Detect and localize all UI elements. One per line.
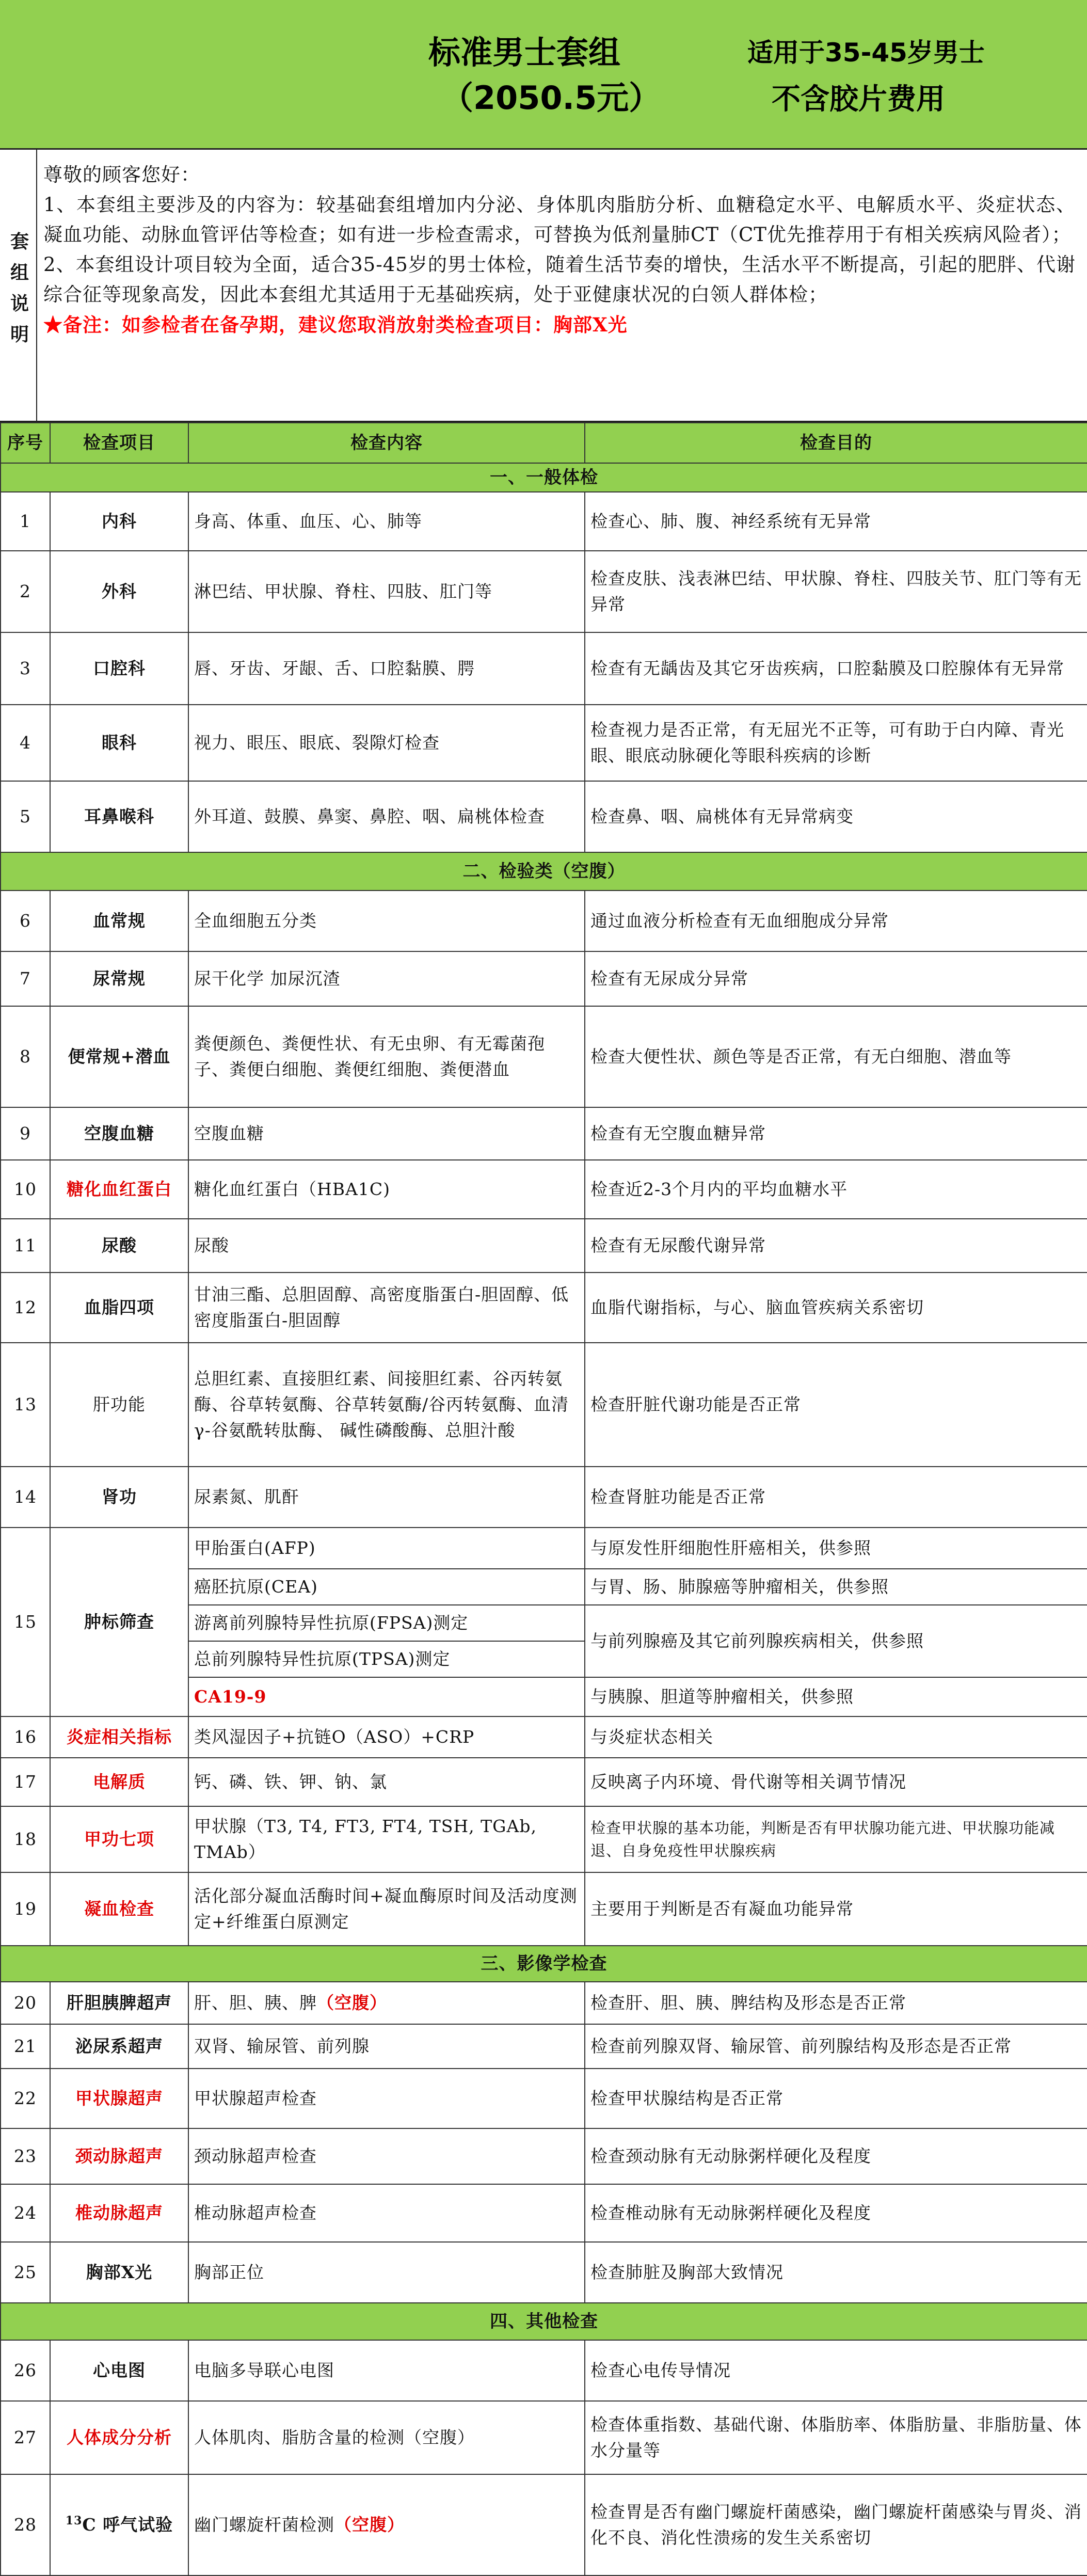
table-row: 23 颈动脉超声 颈动脉超声检查 检查颈动脉有无动脉粥样硬化及程度	[1, 2128, 1087, 2184]
table-row: 16 炎症相关指标 类风湿因子+抗链O（ASO）+CRP 与炎症状态相关	[1, 1716, 1087, 1758]
table-row: 1 内科 身高、体重、血压、心、肺等 检查心、肺、腹、神经系统有无异常	[1, 492, 1087, 551]
description-label: 套 组 说 明	[0, 150, 37, 421]
table-row: 9 空腹血糖 空腹血糖 检查有无空腹血糖异常	[1, 1107, 1087, 1160]
applicable-group: 适用于35-45岁男士	[747, 38, 985, 68]
greeting: 尊敬的顾客您好：	[43, 164, 200, 186]
table-row: 19 凝血检查 活化部分凝血活酶时间+凝血酶原时间及活动度测定+纤维蛋白原测定 主要用于判断是否有凝血功能异常	[1, 1872, 1087, 1946]
table-row: 26 心电图 电脑多导联心电图 检查心电传导情况	[1, 2340, 1087, 2401]
section-row: 一、一般体检	[1, 463, 1087, 492]
col-header-purpose: 检查目的	[585, 423, 1087, 463]
section-row: 四、其他检查	[1, 2303, 1087, 2340]
description-point-1: 1、本套组主要涉及的内容为：较基础套组增加内分泌、身体肌肉脂肪分析、血糖稳定水平、电解质水平、炎症状态、凝血功能、动脉血管评估等检查；如有进一步检查需求，可替换为低剂量肺CT（CT优先推荐用于有相关疾病风险者）；	[43, 194, 1076, 246]
table-row: 10 糖化血红蛋白 糖化血红蛋白（HBA1C) 检查近2-3个月内的平均血糖水平	[1, 1160, 1087, 1219]
package-title: 标准男士套组	[428, 34, 621, 71]
table-row: 15 肿标筛查 甲胎蛋白(AFP) 与原发性肝细胞性肝癌相关，供参照	[1, 1528, 1087, 1569]
table-row: CA19-9 与胰腺、胆道等肿瘤相关，供参照	[1, 1677, 1087, 1716]
exam-table	[0, 422, 1087, 2576]
table-row: 7 尿常规 尿干化学 加尿沉渣 检查有无尿成分异常	[1, 951, 1087, 1006]
table-row: 25 胸部X光 胸部正位 检查肺脏及胸部大致情况	[1, 2242, 1087, 2303]
table-row: 27 人体成分分析 人体肌肉、脂肪含量的检测（空腹） 检查体重指数、基础代谢、体脂肪率、体脂肪量、非脂肪量、体水分量等	[1, 2401, 1087, 2474]
col-header-no: 序号	[1, 423, 50, 463]
table-row: 6 血常规 全血细胞五分类 通过血液分析检查有无血细胞成分异常	[1, 891, 1087, 951]
table-row: 12 血脂四项 甘油三酯、总胆固醇、高密度脂蛋白-胆固醇、低密度脂蛋白-胆固醇 血脂代谢指标，与心、脑血管疾病关系密切	[1, 1273, 1087, 1343]
col-header-item: 检查项目	[50, 423, 188, 463]
table-row: 17 电解质 钙、磷、铁、钾、钠、氯 反映离子内环境、骨代谢等相关调节情况	[1, 1758, 1087, 1806]
table-row: 28 $^{13}$C 呼气试验 幽门螺旋杆菌检测（空腹） 检查胃是否有幽门螺旋杆菌感染，幽门螺旋杆菌感染与胃炎、消化不良、消化性溃疡的发生关系密切	[1, 2474, 1087, 2575]
table-row: 游离前列腺特异性抗原(FPSA)测定 与前列腺癌及其它前列腺疾病相关，供参照	[1, 1605, 1087, 1641]
col-header-content: 检查内容	[188, 423, 585, 463]
description-body	[43, 160, 1076, 340]
description-point-2: 2、本套组设计项目较为全面，适合35-45岁的男士体检，随着生活节奏的增快，生活水平不断提高，引起的肥胖、代谢综合征等现象高发，因此本套组尤其适用于无基础疾病，处于亚健康状况的白领人群体检；	[43, 253, 1076, 306]
section-row: 三、影像学检查	[1, 1946, 1087, 1982]
table-row: 5 耳鼻喉科 外耳道、鼓膜、鼻窦、鼻腔、咽、扁桃体检查 检查鼻、咽、扁桃体有无异常病变	[1, 781, 1087, 852]
table-row: 21 泌尿系超声 双肾、输尿管、前列腺 检查前列腺双肾、输尿管、前列腺结构及形态是否正常	[1, 2024, 1087, 2069]
table-row: 22 甲状腺超声 甲状腺超声检查 检查甲状腺结构是否正常	[1, 2069, 1087, 2128]
table-row: 20 肝胆胰脾超声 肝、胆、胰、脾（空腹） 检查肝、胆、胰、脾结构及形态是否正常	[1, 1982, 1087, 2024]
table-row: 3 口腔科 唇、牙齿、牙龈、舌、口腔黏膜、腭 检查有无龋齿及其它牙齿疾病，口腔黏膜及口腔腺体有无异常	[1, 632, 1087, 705]
pregnancy-note: ★备注：如参检者在备孕期，建议您取消放射类检查项目：胸部X光	[43, 313, 628, 336]
table-row: 8 便常规+潜血 粪便颜色、粪便性状、有无虫卵、有无霉菌孢子、粪便白细胞、粪便红细胞、粪便潜血 检查大便性状、颜色等是否正常，有无白细胞、潜血等	[1, 1006, 1087, 1107]
package-description	[0, 150, 1087, 422]
table-row: 4 眼科 视力、眼压、眼底、裂隙灯检查 检查视力是否正常，有无屈光不正等，可有助于白内障、青光眼、眼底动脉硬化等眼科疾病的诊断	[1, 705, 1087, 781]
package-price: （2050.5元）	[441, 79, 661, 117]
table-row: 总前列腺特异性抗原(TPSA)测定	[1, 1641, 1087, 1677]
table-row: 18 甲功七项 甲状腺（T3, T4, FT3, FT4, TSH, TGAb, TMAb） 检查甲状腺的基本功能，判断是否有甲状腺功能亢进、甲状腺功能减退、自身免疫性甲状腺疾病	[1, 1806, 1087, 1872]
section-row: 二、检验类（空腹）	[1, 852, 1087, 891]
table-row: 2 外科 淋巴结、甲状腺、脊柱、四肢、肛门等 检查皮肤、浅表淋巴结、甲状腺、脊柱、四肢关节、肛门等有无异常	[1, 551, 1087, 632]
table-row: 癌胚抗原(CEA) 与胃、肠、肺腺癌等肿瘤相关，供参照	[1, 1569, 1087, 1605]
table-row: 24 椎动脉超声 椎动脉超声检查 检查椎动脉有无动脉粥样硬化及程度	[1, 2184, 1087, 2242]
header-banner	[0, 0, 1087, 150]
table-row: 13 肝功能 总胆红素、直接胆红素、间接胆红素、谷丙转氨酶、谷草转氨酶、谷草转氨酶/谷丙转氨酶、血清γ-谷氨酰转肽酶、 碱性磷酸酶、总胆汁酸 检查肝脏代谢功能是否正常	[1, 1343, 1087, 1467]
exclusion-note: 不含胶片费用	[772, 83, 945, 116]
table-header-row	[1, 423, 1087, 463]
table-row: 14 肾功 尿素氮、肌酐 检查肾脏功能是否正常	[1, 1467, 1087, 1528]
table-row: 11 尿酸 尿酸 检查有无尿酸代谢异常	[1, 1219, 1087, 1273]
